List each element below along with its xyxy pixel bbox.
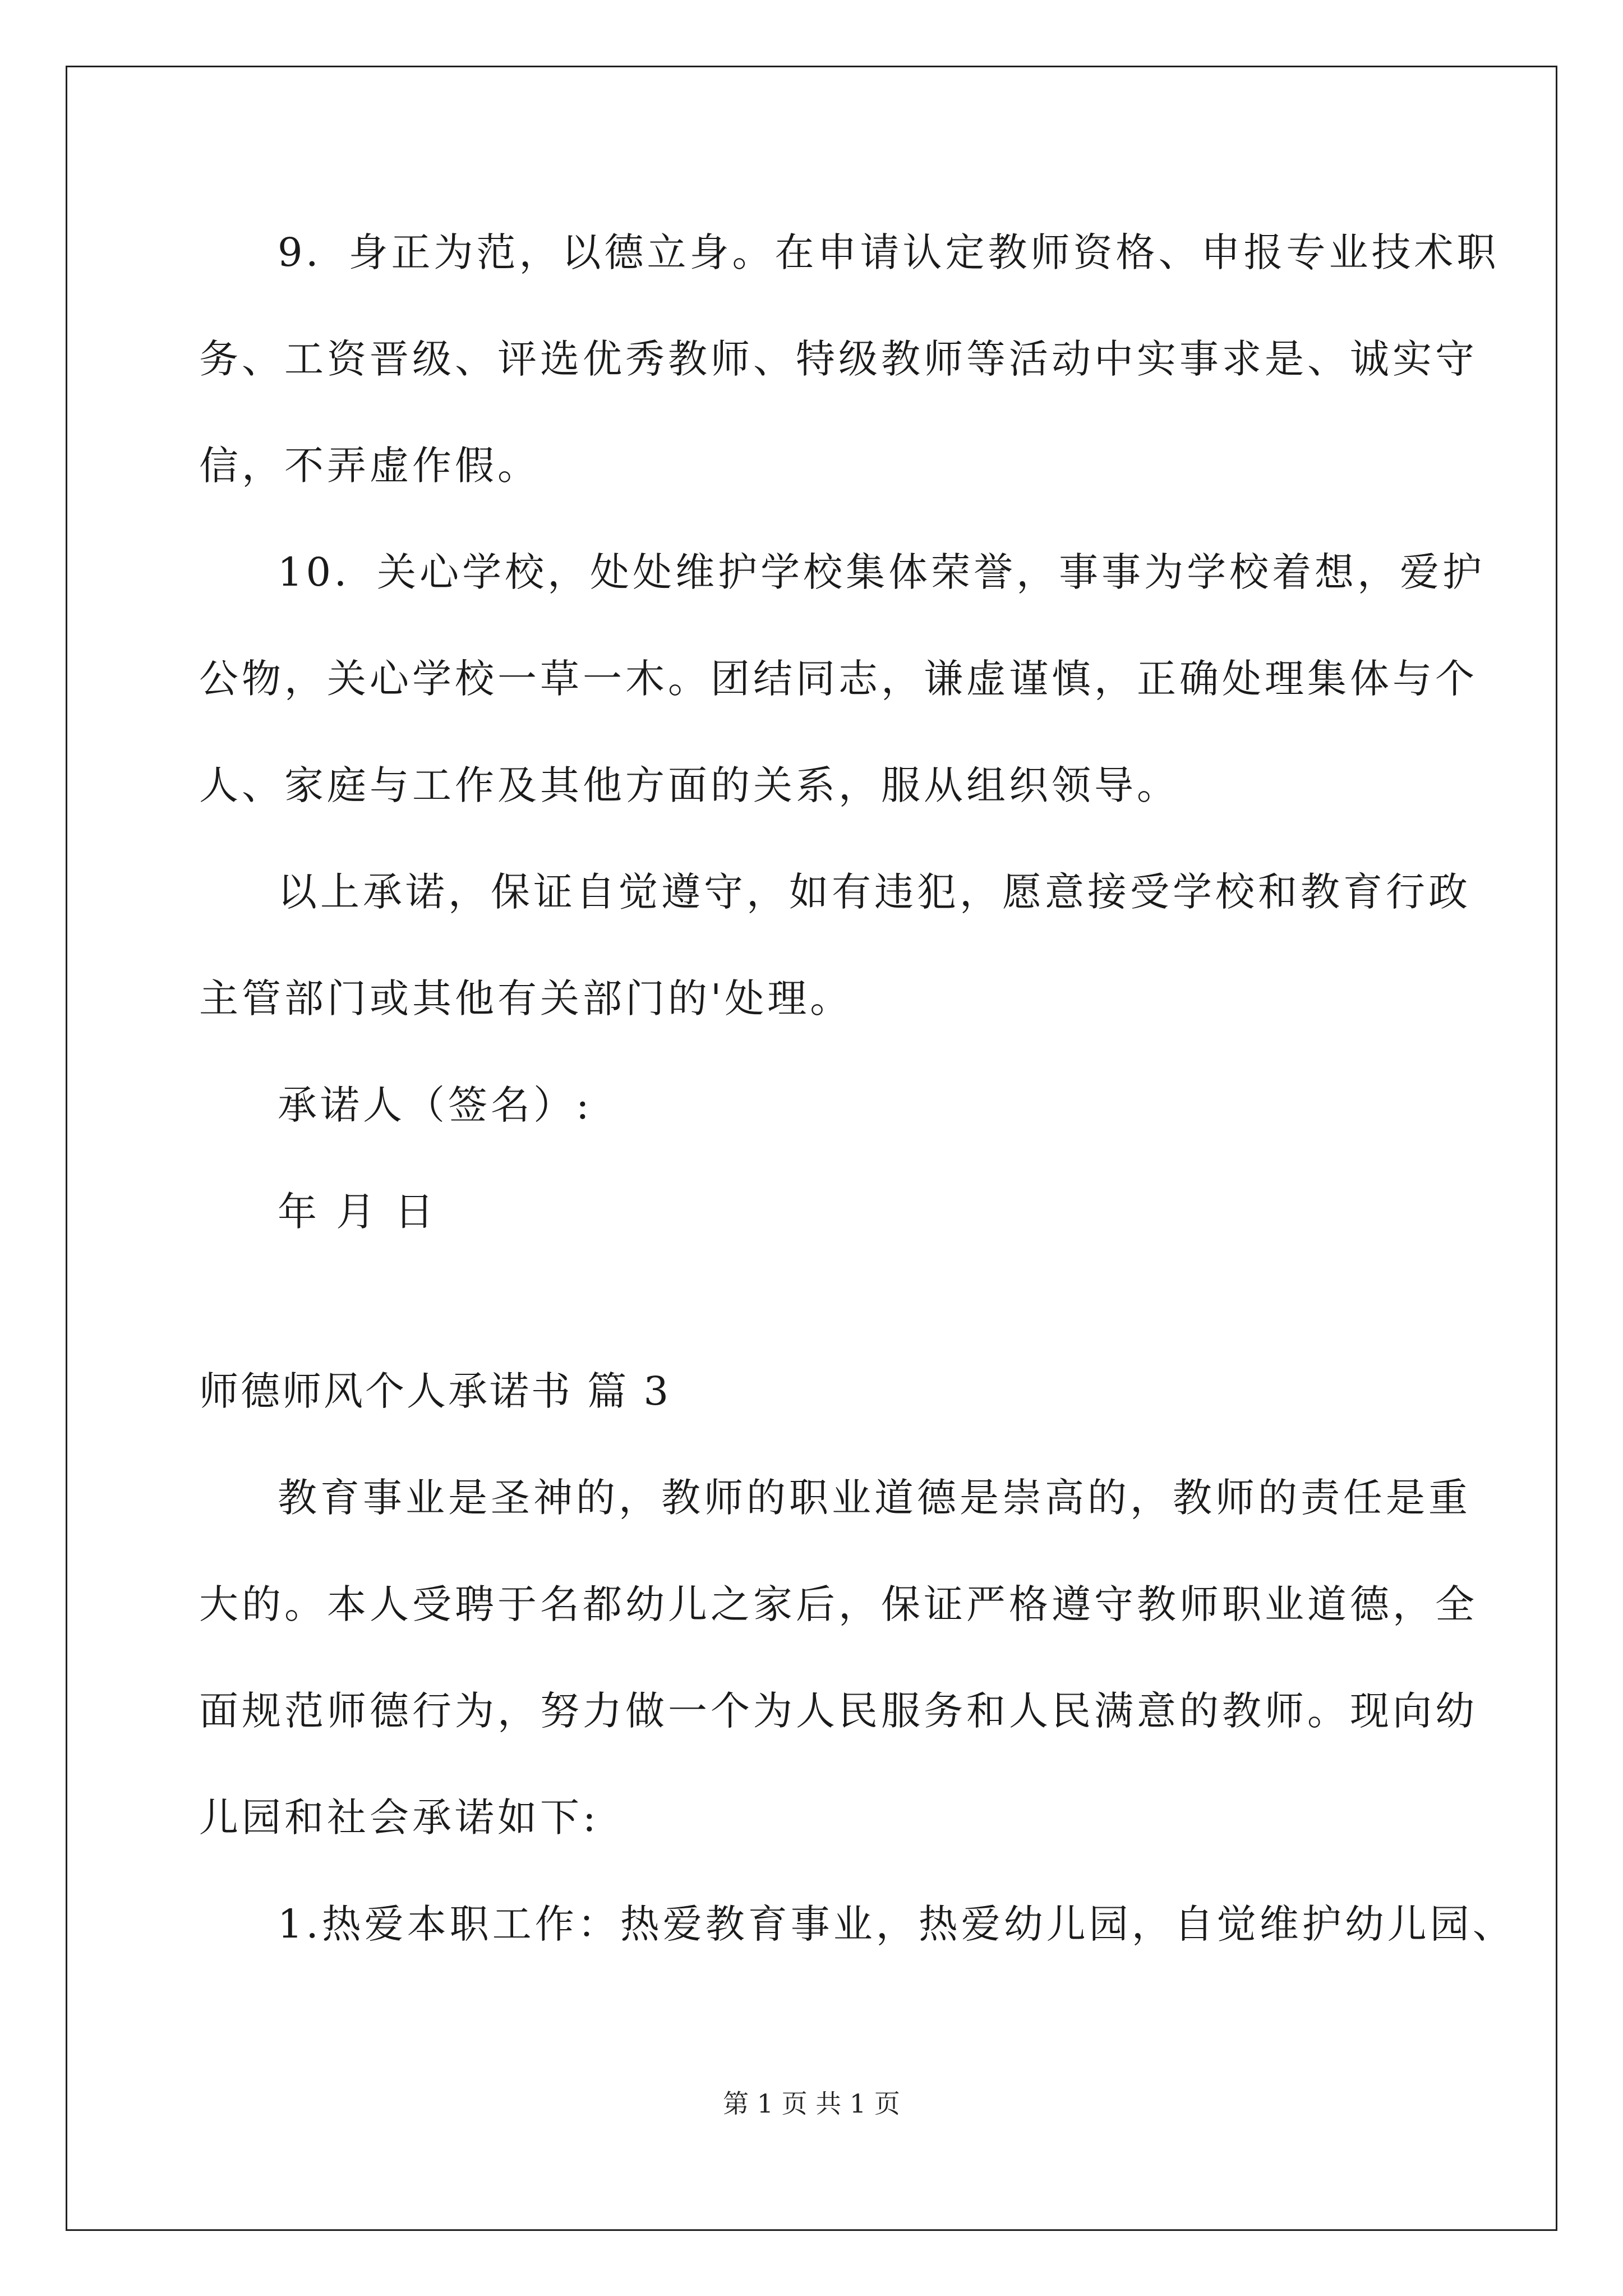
intro-line-1: 教育事业是圣神的，教师的职业道德是崇高的，教师的责任是重 <box>278 1475 1471 1521</box>
section-heading: 师德师风个人承诺书 篇 3 <box>199 1368 671 1414</box>
commitment-line-1: 以上承诺，保证自觉遵守，如有违犯，愿意接受学校和教育行政 <box>278 869 1471 915</box>
paragraph-9-line-3: 信，不弄虚作假。 <box>199 443 540 489</box>
paragraph-9-line-1: 9．身正为范，以德立身。在申请认定教师资格、申报专业技术职 <box>278 229 1500 275</box>
date-line: 年 月 日 <box>278 1189 437 1235</box>
paragraph-10-line-2: 公物，关心学校一草一木。团结同志，谦虚谨慎，正确处理集体与个 <box>199 656 1478 702</box>
page-footer: 第 1 页 共 1 页 <box>723 2088 900 2119</box>
paragraph-10-line-1: 10．关心学校，处处维护学校集体荣誉，事事为学校着想，爱护 <box>278 549 1486 595</box>
intro-line-3: 面规范师德行为，努力做一个为人民服务和人民满意的教师。现向幼 <box>199 1688 1478 1734</box>
paragraph-9-line-2: 务、工资晋级、评选优秀教师、特级教师等活动中实事求是、诚实守 <box>199 336 1478 382</box>
commitment-line-2: 主管部门或其他有关部门的'处理。 <box>199 976 853 1022</box>
intro-line-4: 儿园和社会承诺如下: <box>199 1795 600 1841</box>
signature-label: 承诺人（签名）: <box>278 1082 593 1128</box>
item-1-line-1: 1.热爱本职工作：热爱教育事业，热爱幼儿园，自觉维护幼儿园、 <box>278 1901 1515 1947</box>
paragraph-10-line-3: 人、家庭与工作及其他方面的关系，服从组织领导。 <box>199 762 1179 808</box>
intro-line-2: 大的。本人受聘于名都幼儿之家后，保证严格遵守教师职业道德，全 <box>199 1581 1478 1627</box>
